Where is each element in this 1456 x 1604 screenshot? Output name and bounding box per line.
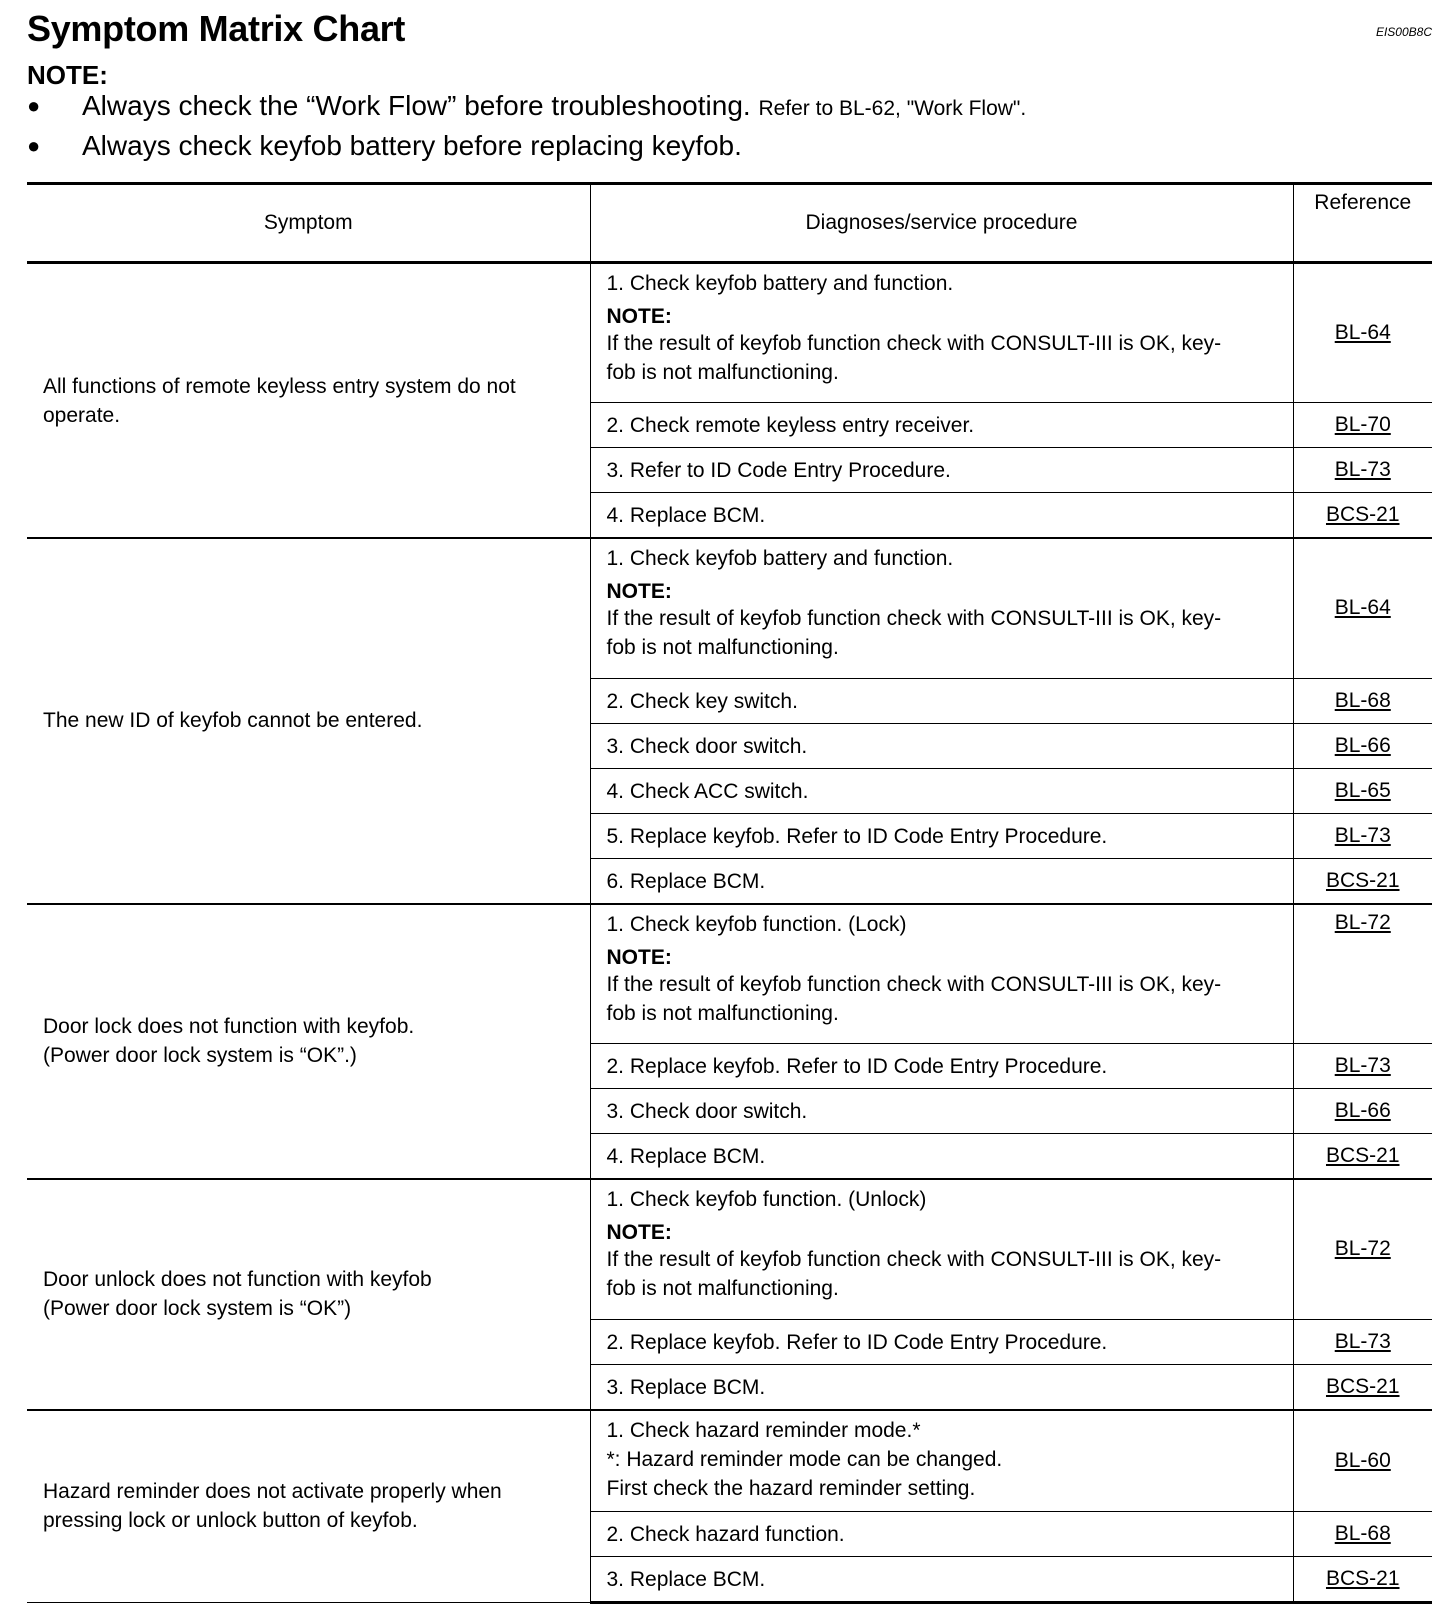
table-header-row	[27, 184, 1432, 263]
reference-cell	[1293, 1179, 1432, 1319]
reference-link[interactable]: BL-64	[1334, 596, 1391, 620]
note-label: NOTE:	[606, 580, 672, 603]
reference-link[interactable]: BL-64	[1334, 321, 1391, 344]
symptom-cell	[27, 538, 590, 904]
reference-cell	[1293, 1512, 1432, 1557]
reference-link[interactable]: BL-73	[1334, 458, 1391, 481]
procedure-cell	[590, 1089, 1293, 1134]
procedure-cell	[590, 768, 1293, 813]
reference-link[interactable]: BL-73	[1334, 1054, 1391, 1077]
procedure-step-text: 1. Check keyfob function. (Lock)	[606, 912, 907, 936]
reference-cell	[1293, 493, 1432, 539]
reference-link[interactable]: BL-65	[1334, 778, 1391, 802]
page-title: Symptom Matrix Chart	[27, 8, 406, 49]
reference-cell	[1293, 538, 1432, 678]
column-header-symptom: Symptom	[27, 184, 590, 263]
bullet-icon: ●	[27, 133, 41, 158]
procedure-cell	[590, 1557, 1293, 1603]
procedure-step-text: 1. Check keyfob function. (Unlock)	[606, 1188, 927, 1211]
column-header-reference: Reference	[1293, 184, 1432, 263]
procedure-step-text: 3. Replace BCM.	[606, 1375, 766, 1399]
procedure-cell	[590, 904, 1293, 1044]
note-text: fob is not malfunctioning.	[606, 361, 839, 384]
procedure-step-text: 3. Check door switch.	[606, 734, 808, 758]
procedure-cell	[590, 1410, 1293, 1512]
table-row	[27, 538, 1432, 678]
symptom-text: The new ID of keyfob cannot be entered.	[43, 709, 423, 733]
reference-link[interactable]: BL-72	[1334, 910, 1391, 934]
symptom-text: Door unlock does not function with keyfob	[43, 1268, 432, 1292]
reference-cell	[1293, 263, 1432, 403]
reference-cell	[1293, 1319, 1432, 1364]
procedure-cell	[590, 723, 1293, 768]
procedure-step-text: 2. Check hazard function.	[606, 1523, 845, 1546]
note-text: If the result of keyfob function check with CONSULT-III is OK, key-	[606, 972, 1222, 996]
procedure-step-text: 2. Check remote keyless entry receiver.	[606, 414, 975, 437]
procedure-cell	[590, 678, 1293, 723]
procedure-step-text: 1. Check keyfob battery and function.	[606, 547, 954, 570]
reference-cell	[1293, 904, 1432, 1044]
symptom-text: Door lock does not function with keyfob.	[43, 1015, 415, 1039]
symptom-text: Hazard reminder does not activate properly when	[43, 1480, 502, 1504]
procedure-step-text: 4. Check ACC switch.	[606, 779, 809, 803]
table-row	[27, 1179, 1432, 1319]
note-text: fob is not malfunctioning.	[606, 636, 839, 659]
note-bullet-2	[27, 130, 742, 162]
symptom-text: (Power door lock system is “OK”)	[43, 1297, 352, 1321]
procedure-cell	[590, 263, 1293, 403]
reference-link[interactable]: BL-66	[1334, 733, 1391, 757]
procedure-cell	[590, 1512, 1293, 1557]
reference-link[interactable]: BL-70	[1334, 413, 1391, 436]
procedure-step-text: 1. Check hazard reminder mode.*	[606, 1418, 921, 1442]
reference-link[interactable]: BL-68	[1334, 688, 1391, 712]
procedure-cell	[590, 538, 1293, 678]
note-text: fob is not malfunctioning.	[606, 1277, 839, 1300]
procedure-step-text: 1. Check keyfob battery and function.	[606, 272, 954, 295]
procedure-cell	[590, 813, 1293, 858]
procedure-step-text: 3. Check door switch.	[606, 1100, 808, 1123]
procedure-cell	[590, 1179, 1293, 1319]
procedure-step-text: 4. Replace BCM.	[606, 504, 766, 527]
procedure-step-text: 6. Replace BCM.	[606, 869, 766, 893]
reference-cell	[1293, 723, 1432, 768]
symptom-text: (Power door lock system is “OK”.)	[43, 1044, 357, 1068]
reference-cell	[1293, 1410, 1432, 1512]
procedure-cell	[590, 1364, 1293, 1410]
note-text: fob is not malfunctioning.	[606, 1001, 839, 1025]
reference-link[interactable]: BCS-21	[1325, 868, 1400, 892]
symptom-cell	[27, 1179, 590, 1410]
bullet-text: Always check keyfob battery before replacing keyfob.	[82, 130, 742, 161]
symptom-cell	[27, 904, 590, 1180]
symptom-text: pressing lock or unlock button of keyfob.	[43, 1509, 418, 1533]
note-text: If the result of keyfob function check with CONSULT-III is OK, key-	[606, 332, 1222, 355]
symptom-text: operate.	[43, 403, 121, 427]
reference-link[interactable]: BL-73	[1334, 823, 1391, 847]
procedure-cell	[590, 1044, 1293, 1089]
procedure-cell	[590, 1319, 1293, 1364]
table-row	[27, 263, 1432, 403]
reference-link[interactable]: BCS-21	[1325, 1144, 1400, 1167]
bullet-reference-text: Refer to BL-62, "Work Flow".	[758, 97, 1027, 120]
reference-link[interactable]: BCS-21	[1325, 1567, 1400, 1590]
note-label: NOTE:	[606, 945, 672, 969]
reference-cell	[1293, 858, 1432, 904]
procedure-step-text: 2. Replace keyfob. Refer to ID Code Entry Procedure.	[606, 1330, 1108, 1354]
procedure-step-text: 2. Replace keyfob. Refer to ID Code Entry Procedure.	[606, 1055, 1108, 1078]
reference-cell	[1293, 813, 1432, 858]
reference-link[interactable]: BCS-21	[1325, 503, 1400, 526]
reference-cell	[1293, 1044, 1432, 1089]
reference-cell	[1293, 1364, 1432, 1410]
note-bullet-1	[27, 90, 1026, 122]
procedure-detail-text: First check the hazard reminder setting.	[606, 1476, 976, 1500]
procedure-cell	[590, 858, 1293, 904]
procedure-cell	[590, 493, 1293, 539]
reference-link[interactable]: BL-73	[1334, 1329, 1391, 1353]
document-code: EIS00B8C	[1375, 25, 1432, 39]
procedure-step-text: 3. Refer to ID Code Entry Procedure.	[606, 459, 951, 482]
reference-link[interactable]: BL-60	[1334, 1448, 1391, 1472]
reference-cell	[1293, 768, 1432, 813]
symptom-matrix-table	[27, 182, 1432, 1604]
symptom-cell	[27, 1410, 590, 1603]
procedure-step-text: 4. Replace BCM.	[606, 1145, 766, 1168]
reference-link[interactable]: BL-72	[1334, 1237, 1391, 1261]
reference-link[interactable]: BCS-21	[1325, 1374, 1400, 1398]
procedure-cell	[590, 403, 1293, 448]
table-row	[27, 1410, 1432, 1512]
procedure-detail-text: *: Hazard reminder mode can be changed.	[606, 1447, 1003, 1471]
table-row	[27, 904, 1432, 1044]
column-header-procedure: Diagnoses/service procedure	[590, 184, 1293, 263]
reference-link[interactable]: BL-68	[1334, 1522, 1391, 1545]
note-label: NOTE:	[606, 305, 672, 328]
bullet-icon: ●	[27, 93, 41, 118]
note-heading: NOTE:	[27, 60, 108, 90]
procedure-step-text: 5. Replace keyfob. Refer to ID Code Entry Procedure.	[606, 824, 1108, 848]
procedure-step-text: 2. Check key switch.	[606, 689, 798, 713]
reference-cell	[1293, 1134, 1432, 1180]
reference-cell	[1293, 1557, 1432, 1603]
procedure-step-text: 3. Replace BCM.	[606, 1568, 766, 1591]
reference-cell	[1293, 403, 1432, 448]
note-text: If the result of keyfob function check with CONSULT-III is OK, key-	[606, 1248, 1222, 1271]
note-text: If the result of keyfob function check with CONSULT-III is OK, key-	[606, 607, 1222, 630]
table-body	[27, 263, 1432, 1603]
symptom-text: All functions of remote keyless entry system do not	[43, 374, 516, 398]
symptom-cell	[27, 263, 590, 539]
procedure-cell	[590, 1134, 1293, 1180]
note-label: NOTE:	[606, 1221, 672, 1244]
reference-cell	[1293, 1089, 1432, 1134]
reference-cell	[1293, 678, 1432, 723]
reference-link[interactable]: BL-66	[1334, 1099, 1391, 1122]
bullet-text: Always check the “Work Flow” before troubleshooting.	[82, 90, 751, 121]
reference-cell	[1293, 448, 1432, 493]
procedure-cell	[590, 448, 1293, 493]
